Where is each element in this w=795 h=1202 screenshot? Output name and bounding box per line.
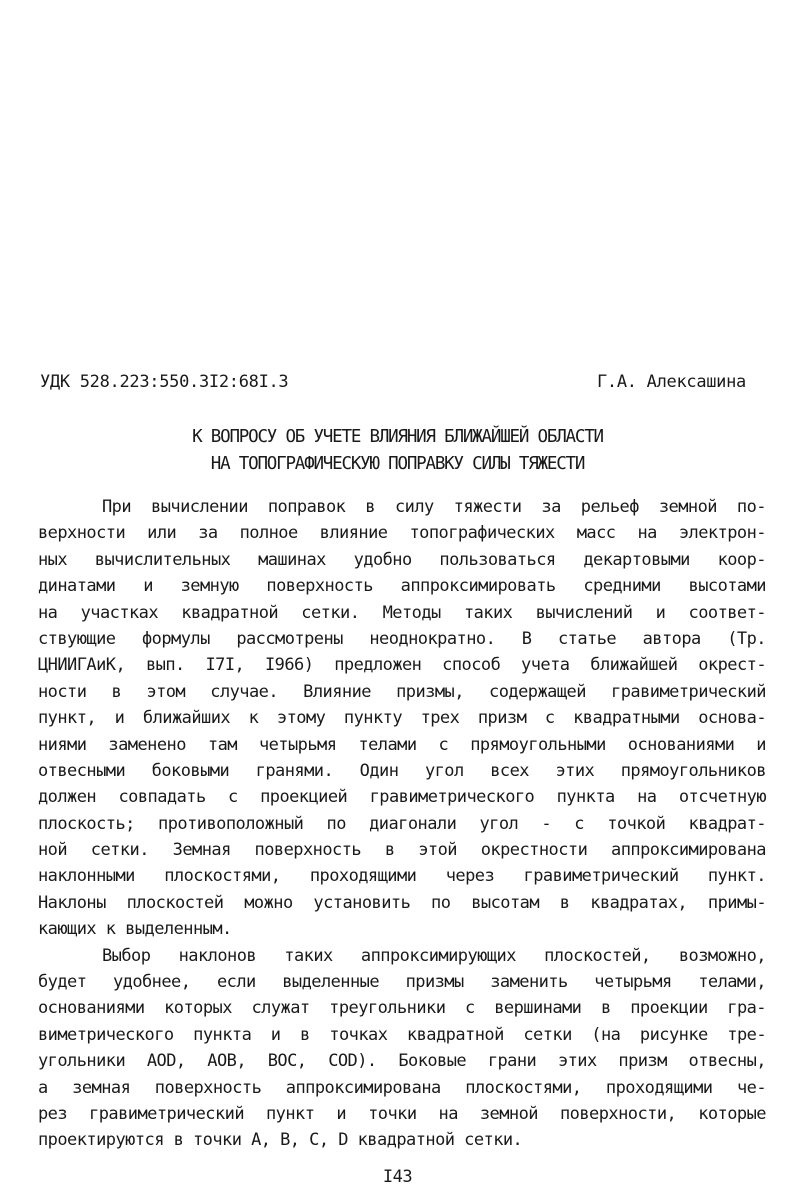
text-line: ной сетки. Земная поверхность в этой окрестности аппроксимирована bbox=[38, 840, 766, 861]
title-line-2: НА ТОПОГРАФИЧЕСКУЮ ПОПРАВКУ СИЛЫ ТЯЖЕСТИ bbox=[210, 454, 585, 474]
paragraph-1 bbox=[38, 494, 766, 943]
header bbox=[40, 372, 760, 400]
text-line: ных вычислительных машинах удобно пользоваться декартовыми коор- bbox=[38, 549, 766, 570]
text-line: наклонными плоскостями, проходящими через гравиметрический пункт. bbox=[38, 866, 766, 887]
text-line: ствующие формулы рассмотрены неоднократно. В статье автора (Тр. bbox=[38, 628, 766, 649]
text-line: ности в этом случае. Влияние призмы, содержащей гравиметрический bbox=[38, 681, 766, 702]
text-line: Наклоны плоскостей можно установить по высотам в квадратах, примы- bbox=[38, 892, 766, 913]
text-line: а земная поверхность аппроксимирована плоскостями, проходящими че- bbox=[38, 1077, 766, 1098]
text-line: ЦНИИГАиК, вып. I7I, I966) предложен способ учета ближайшей окрест- bbox=[38, 655, 766, 676]
text-line: рез гравиметрический пункт и точки на земной поверхности, которые bbox=[38, 1103, 766, 1124]
text-line: При вычислении поправок в силу тяжести за рельеф земной по- bbox=[102, 497, 766, 517]
title-line-1: К ВОПРОСУ ОБ УЧЕТЕ ВЛИЯНИЯ БЛИЖАЙШЕЙ ОБЛАСТИ bbox=[192, 427, 603, 447]
text-line: Выбор наклонов таких аппроксимирующих плоскостей, возможно, bbox=[102, 945, 766, 966]
paragraph-2 bbox=[38, 943, 766, 1154]
text-line: отвесными боковыми гранями. Один угол всех этих прямоугольников bbox=[38, 760, 766, 781]
text-line: будет удобнее, если выделенные призмы заменить четырьмя телами, bbox=[38, 972, 766, 993]
udc-code: УДК 528.223:550.3I2:68I.3 bbox=[40, 372, 289, 392]
text-line: плоскость; противоположный по диагонали угол - с точкой квадрат- bbox=[38, 813, 766, 834]
page-number: I43 bbox=[382, 1167, 413, 1187]
text-line: основаниями которых служат треугольники с вершинами в проекции гра- bbox=[38, 998, 766, 1019]
text-line: на участках квадратной сетки. Методы таких вычислений и соответ- bbox=[38, 602, 766, 623]
text-line: кающих к выделенным. bbox=[38, 919, 232, 940]
article-title bbox=[40, 424, 755, 478]
text-line: пункт, и ближайших к этому пункту трех призм с квадратными основа- bbox=[38, 708, 766, 729]
text-line: ниями заменено там четырьмя телами с прямоугольными основаниями и bbox=[38, 734, 766, 755]
text-line: динатами и земную поверхность аппроксимировать средними высотами bbox=[38, 576, 766, 597]
text-line: виметрического пункта и в точках квадратной сетки (на рисунке тре- bbox=[38, 1024, 766, 1045]
text-line: должен совпадать с проекцией гравиметрического пункта на отсчетную bbox=[38, 787, 766, 808]
text-line: угольники АОD, АОВ, ВОС, СОD). Боковые грани этих призм отвесны, bbox=[38, 1051, 766, 1072]
text-line: верхности или за полное влияние топографических масс на электрон- bbox=[38, 523, 766, 544]
text-line: проектируются в точки А, В, С, D квадратной сетки. bbox=[38, 1130, 523, 1151]
author-name: Г.А. Алексашина bbox=[596, 372, 746, 392]
article-body bbox=[38, 494, 766, 1154]
